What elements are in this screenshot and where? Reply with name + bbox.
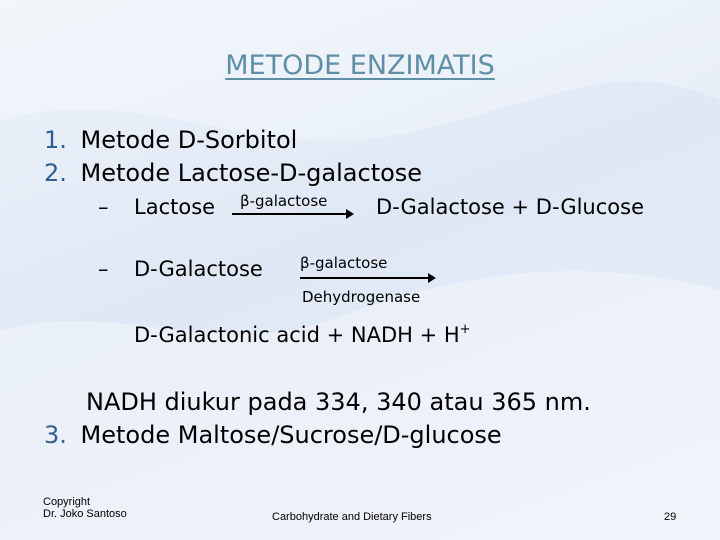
reaction2-reactant: D-Galactose: [134, 257, 263, 281]
reaction1-enzyme: β-galactose: [240, 192, 328, 210]
footer-page-number: 29: [664, 511, 677, 523]
reaction1-reactant: Lactose: [134, 195, 216, 219]
reaction1-arrow: [232, 213, 352, 215]
list-text: Metode D-Sorbitol: [80, 126, 298, 154]
reaction2-dash: –: [98, 257, 109, 281]
footer-copyright: [43, 496, 127, 520]
reaction2-superscript: +: [459, 322, 471, 337]
reaction2-arrow: [300, 277, 434, 279]
list-item-3: [44, 421, 502, 449]
slide-title: METODE ENZIMATIS: [225, 50, 495, 81]
reaction2-enzyme-top: β-galactose: [300, 254, 388, 272]
list-number: 2.: [44, 159, 67, 187]
nadh-note: NADH diukur pada 334, 340 atau 365 nm.: [86, 388, 591, 416]
list-text: Metode Maltose/Sucrose/D-glucose: [80, 421, 502, 449]
list-item-2: [44, 159, 422, 187]
footer-copyright-line2: Dr. Joko Santoso: [43, 508, 127, 520]
list-item-1: [44, 126, 297, 154]
reaction2-products-text: D-Galactonic acid + NADH + H: [134, 323, 460, 347]
footer-center: Carbohydrate and Dietary Fibers: [272, 511, 432, 523]
reaction2-enzyme-bottom: Dehydrogenase: [302, 288, 421, 306]
list-text: Metode Lactose-D-galactose: [80, 159, 423, 187]
list-number: 3.: [44, 421, 67, 449]
reaction2-products: [134, 322, 471, 347]
footer-copyright-line1: Copyright: [43, 496, 91, 508]
reaction1-products: D-Galactose + D-Glucose: [376, 195, 644, 219]
reaction1-dash: –: [98, 195, 109, 219]
list-number: 1.: [44, 126, 67, 154]
